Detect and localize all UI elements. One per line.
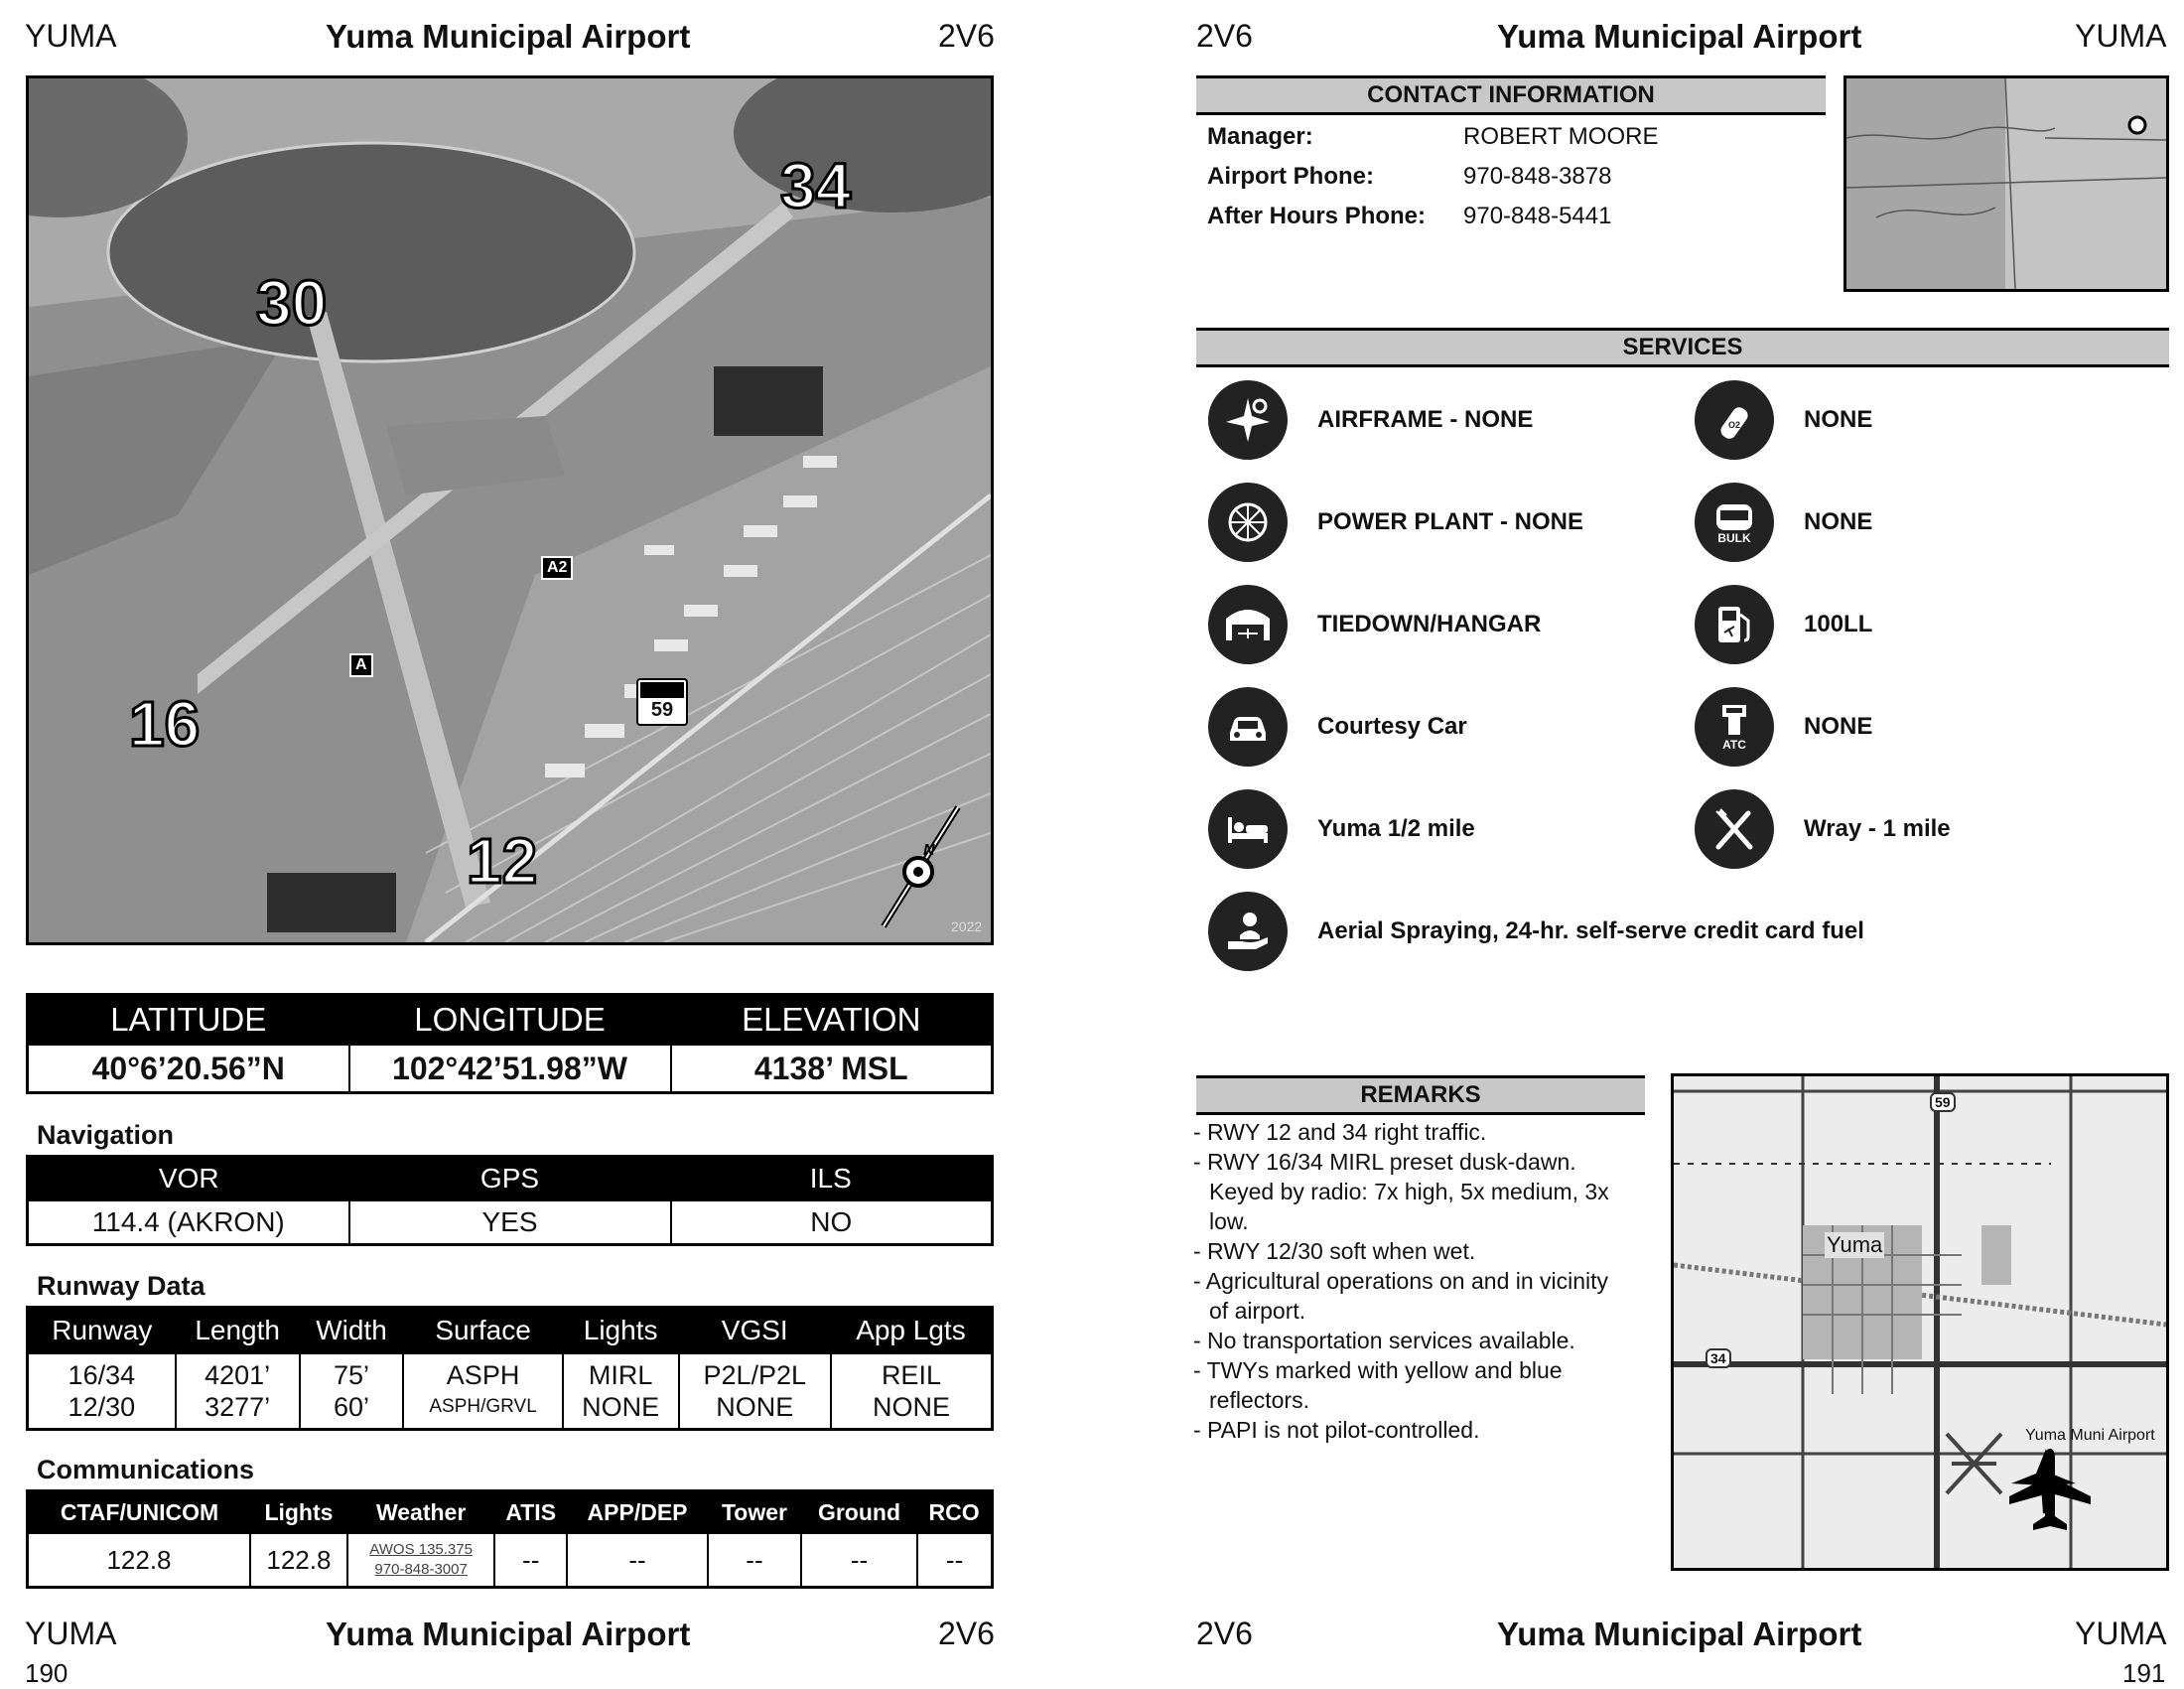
footer-title: Yuma Municipal Airport <box>326 1616 691 1652</box>
photo-year: 2022 <box>951 918 983 934</box>
service-bulk-oxygen <box>1695 483 1872 562</box>
remarks-list <box>1193 1117 1630 1445</box>
surface-col-header: Surface <box>403 1308 562 1354</box>
surface-cell: ASPH/GRVL <box>429 1396 537 1417</box>
lights-freq-header: Lights <box>250 1491 347 1534</box>
airframe-label: AIRFRAME - NONE <box>1317 406 1534 433</box>
lights-cell: MIRL <box>588 1360 653 1390</box>
hangar-label: TIEDOWN/HANGAR <box>1317 611 1542 637</box>
table-row <box>28 1353 993 1430</box>
atis-value: -- <box>494 1533 567 1588</box>
weather-header: Weather <box>347 1491 494 1534</box>
service-fuel <box>1695 585 1872 664</box>
awos-phone-link[interactable]: 970-848-3007 <box>374 1561 468 1578</box>
power-plant-label: POWER PLANT - NONE <box>1317 508 1583 535</box>
app-dep-header: APP/DEP <box>567 1491 708 1534</box>
ils-value: NO <box>671 1200 993 1245</box>
runway-cell: 12/30 <box>68 1392 136 1422</box>
airframe-repair-icon <box>1208 380 1288 460</box>
runway-data-label: Runway Data <box>37 1271 205 1301</box>
service-airframe <box>1208 380 1533 460</box>
length-col-header: Length <box>176 1308 300 1354</box>
ground-value: -- <box>801 1533 917 1588</box>
lights-col-header: Lights <box>563 1308 679 1354</box>
bulk-oxygen-icon <box>1695 483 1774 562</box>
vor-header: VOR <box>28 1157 349 1201</box>
latitude-header: LATITUDE <box>28 995 349 1046</box>
navigation-label: Navigation <box>37 1120 175 1150</box>
north-arrow-icon <box>874 802 963 931</box>
ground-header: Ground <box>801 1491 917 1534</box>
longitude-value: 102°42’51.98”W <box>349 1045 671 1093</box>
surface-cell: ASPH <box>446 1360 520 1390</box>
service-atc <box>1695 687 1872 767</box>
manager-row <box>1207 123 1658 151</box>
photo-rwy-12-label: 12 <box>467 825 538 897</box>
hangar-icon <box>1208 585 1288 664</box>
runway-col-header: Runway <box>28 1308 176 1354</box>
contact-heading: CONTACT INFORMATION <box>1196 75 1826 115</box>
communications-label: Communications <box>37 1455 255 1484</box>
after-hours-label: After Hours Phone: <box>1207 203 1427 229</box>
list-item: - RWY 12 and 34 right traffic. <box>1193 1119 1487 1145</box>
awos-frequency-link[interactable]: AWOS 135.375 <box>369 1541 473 1558</box>
lodging-label: Yuma 1/2 mile <box>1317 815 1475 842</box>
taxiway-a-sign: A <box>349 653 373 677</box>
width-col-header: Width <box>300 1308 404 1354</box>
width-cell: 75’ <box>334 1360 370 1390</box>
elevation-header: ELEVATION <box>671 995 993 1046</box>
runway-table <box>26 1306 994 1431</box>
atis-header: ATIS <box>494 1491 567 1534</box>
oxygen-label: NONE <box>1804 406 1873 433</box>
remarks-heading: REMARKS <box>1196 1075 1645 1115</box>
service-oxygen <box>1695 380 1872 460</box>
header-city: YUMA <box>25 18 117 54</box>
app-lgts-cell: REIL <box>881 1360 941 1390</box>
rco-header: RCO <box>917 1491 992 1534</box>
header-city: YUMA <box>2075 18 2167 54</box>
ils-header: ILS <box>671 1157 993 1201</box>
vgsi-cell: NONE <box>716 1392 794 1422</box>
list-item: - PAPI is not pilot-controlled. <box>1193 1417 1480 1443</box>
length-cell: 4201’ <box>205 1360 271 1390</box>
list-item: - RWY 16/34 MIRL preset dusk-dawn. Keyed by radio: 7x high, 5x medium, 3x low. <box>1193 1149 1609 1234</box>
header-title: Yuma Municipal Airport <box>1497 18 1862 55</box>
footer-city: YUMA <box>2075 1616 2167 1651</box>
engine-repair-icon <box>1208 483 1288 562</box>
header-code: 2V6 <box>1196 18 1253 54</box>
header-title: Yuma Municipal Airport <box>326 18 691 55</box>
app-lgts-col-header: App Lgts <box>831 1308 993 1354</box>
list-item: - Agricultural operations on and in vicinity of airport. <box>1193 1268 1609 1324</box>
width-cell: 60’ <box>334 1392 370 1422</box>
vor-value: 114.4 (AKRON) <box>28 1200 349 1245</box>
map-airport-label: Yuma Muni Airport <box>2025 1427 2155 1444</box>
lights-freq-value: 122.8 <box>250 1533 347 1588</box>
airport-phone-label: Airport Phone: <box>1207 163 1374 190</box>
fork-knife-icon <box>1695 789 1774 869</box>
courtesy-car-label: Courtesy Car <box>1317 713 1467 740</box>
highway-59-shield <box>636 678 688 726</box>
map-town-label: Yuma <box>1827 1232 1883 1257</box>
fuel-label: 100LL <box>1804 611 1873 637</box>
weather-value[interactable] <box>347 1533 494 1588</box>
runway-cell: 16/34 <box>68 1360 136 1390</box>
map-hwy-59-shield: 59 <box>1930 1092 1956 1112</box>
navigation-table <box>26 1155 994 1246</box>
service-lodging <box>1208 789 1475 869</box>
service-power-plant <box>1208 483 1583 562</box>
list-item: - RWY 12/30 soft when wet. <box>1193 1238 1476 1264</box>
page-number: 191 <box>2122 1658 2166 1688</box>
manager-value: ROBERT MOORE <box>1463 123 1659 150</box>
footer-code: 2V6 <box>1196 1616 1253 1651</box>
length-cell: 3277’ <box>205 1392 271 1422</box>
communications-table <box>26 1489 994 1589</box>
tower-value: -- <box>708 1533 801 1588</box>
page-number: 190 <box>25 1658 68 1688</box>
longitude-header: LONGITUDE <box>349 995 671 1046</box>
elevation-value: 4138’ MSL <box>671 1045 993 1093</box>
service-courtesy-car <box>1208 687 1467 767</box>
footer-code: 2V6 <box>938 1616 995 1651</box>
dining-label: Wray - 1 mile <box>1804 815 1951 842</box>
gps-header: GPS <box>349 1157 671 1201</box>
tower-header: Tower <box>708 1491 801 1534</box>
lights-cell: NONE <box>582 1392 660 1422</box>
atc-label: NONE <box>1804 713 1873 740</box>
app-lgts-cell: NONE <box>872 1392 950 1422</box>
latitude-value: 40°6’20.56”N <box>28 1045 349 1093</box>
header-code: 2V6 <box>938 18 995 54</box>
control-tower-icon <box>1695 687 1774 767</box>
app-dep-value: -- <box>567 1533 708 1588</box>
footer-city: YUMA <box>25 1616 117 1651</box>
service-hangar <box>1208 585 1541 664</box>
car-icon <box>1208 687 1288 767</box>
airport-phone-row <box>1207 163 1611 191</box>
services-heading: SERVICES <box>1196 328 2169 367</box>
other-services-label: Aerial Spraying, 24-hr. self-serve credit card fuel <box>1317 917 1864 944</box>
vgsi-col-header: VGSI <box>679 1308 831 1354</box>
north-label: N <box>923 842 935 859</box>
list-item: - TWYs marked with yellow and blue reflectors. <box>1193 1357 1563 1413</box>
list-item: - No transportation services available. <box>1193 1328 1575 1353</box>
fuel-pump-icon <box>1695 585 1774 664</box>
ctaf-header: CTAF/UNICOM <box>28 1491 250 1534</box>
gps-value: YES <box>349 1200 671 1245</box>
coordinates-table <box>26 993 994 1094</box>
ctaf-value: 122.8 <box>28 1533 250 1588</box>
taxiway-a2-sign: A2 <box>541 556 573 580</box>
bulk-icon-label: BULK <box>1717 531 1751 545</box>
highway-59-label: 59 <box>650 699 674 721</box>
map-hwy-34-shield: 34 <box>1706 1348 1731 1368</box>
after-hours-row <box>1207 203 1611 230</box>
service-dining <box>1695 789 1951 869</box>
atc-icon-label: ATC <box>1722 738 1746 752</box>
after-hours-value: 970-848-5441 <box>1463 203 1612 229</box>
bulk-oxygen-label: NONE <box>1804 508 1873 535</box>
airplane-icon <box>2005 1445 2095 1534</box>
customer-service-icon <box>1208 892 1288 971</box>
photo-rwy-34-label: 34 <box>780 150 852 221</box>
service-other <box>1208 892 1864 971</box>
photo-rwy-16-label: 16 <box>129 688 201 760</box>
vgsi-cell: P2L/P2L <box>703 1360 807 1390</box>
state-locator-map <box>1843 75 2169 292</box>
photo-rwy-30-label: 30 <box>256 267 328 339</box>
manager-label: Manager: <box>1207 123 1313 150</box>
oxygen-tank-icon <box>1695 380 1774 460</box>
airport-phone-value: 970-848-3878 <box>1463 163 1612 190</box>
o2-icon-label: O2 <box>1727 420 1741 430</box>
footer-title: Yuma Municipal Airport <box>1497 1616 1862 1652</box>
bed-icon <box>1208 789 1288 869</box>
rco-value: -- <box>917 1533 992 1588</box>
